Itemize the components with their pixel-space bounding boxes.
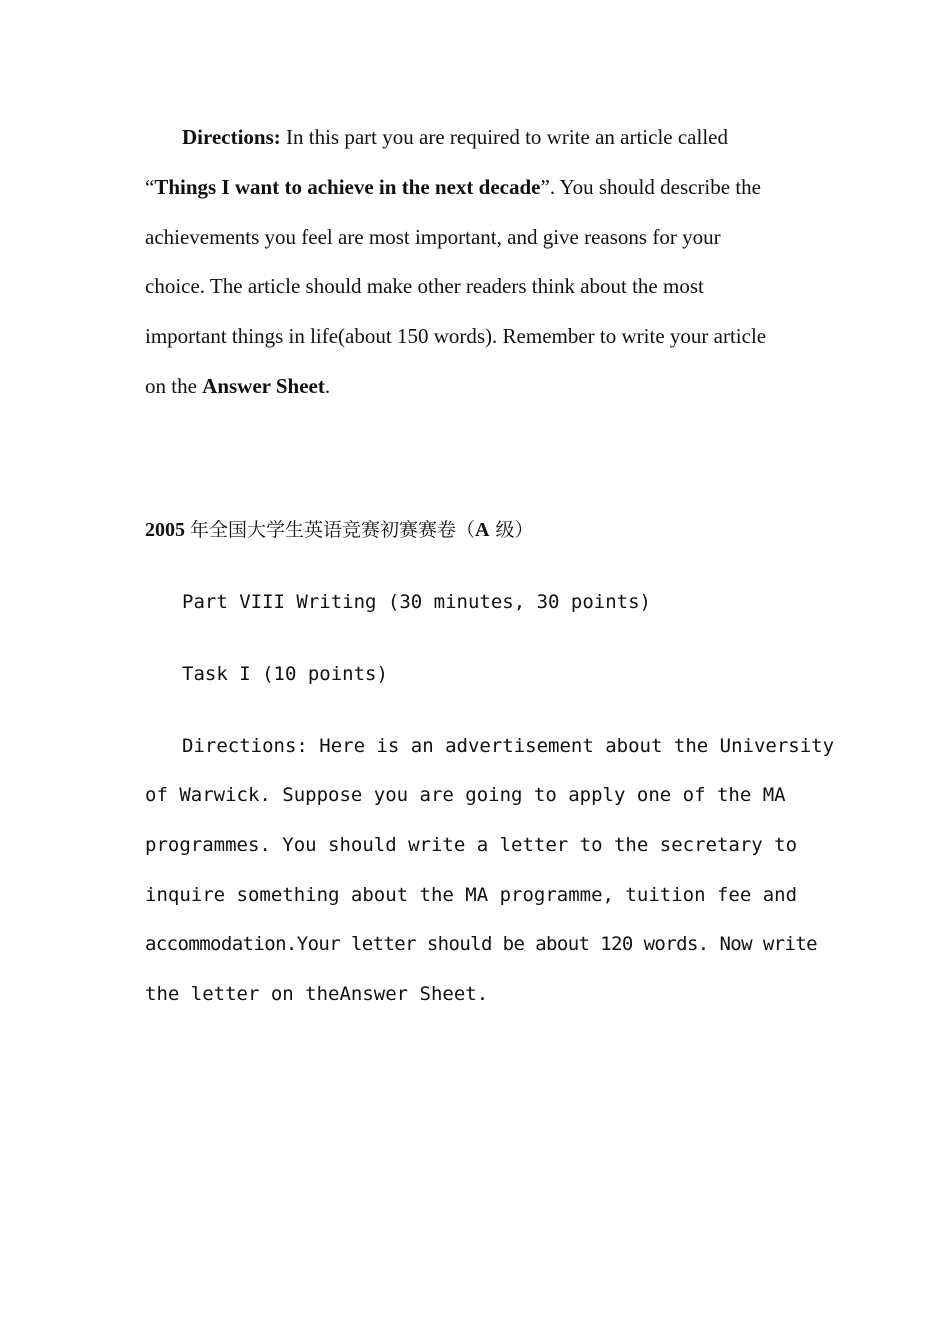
directions-line-6: on the Answer Sheet. [145,374,331,398]
task-directions-line-1: Directions: Here is an advertisement about the University [182,735,835,757]
article-title: Things I want to achieve in the next decade [154,175,541,199]
directions-line-1: Directions: In this part you are required to write an article called [182,125,728,149]
contest-heading: 2005 年全国大学生英语竞赛初赛赛卷（A 级） [145,519,534,541]
task-directions-line-3: programmes. You should write a letter to the secretary to [145,834,798,856]
directions-line-2: “Things I want to achieve in the next decade”. You should describe the [145,175,761,199]
directions-line-4: choice. The article should make other readers think about the most [145,274,704,298]
part-title: Part VIII Writing (30 minutes, 30 points) [182,591,651,613]
directions-label: Directions: [182,125,281,149]
task-directions-line-4: inquire something about the MA programme, tuition fee and [145,884,798,906]
directions-line-3: achievements you feel are most important, and give reasons for your [145,225,721,249]
answer-sheet-label: Answer Sheet [202,374,325,398]
task-directions-line-6: the letter on theAnswer Sheet. [145,983,489,1005]
task-directions-line-5: accommodation.Your letter should be about 120 words. Now write [145,933,818,955]
directions-line-5: important things in life(about 150 words). Remember to write your article [145,324,767,348]
task-directions-line-2: of Warwick. Suppose you are going to apply one of the MA [145,784,786,806]
task-title: Task I (10 points) [182,663,388,685]
